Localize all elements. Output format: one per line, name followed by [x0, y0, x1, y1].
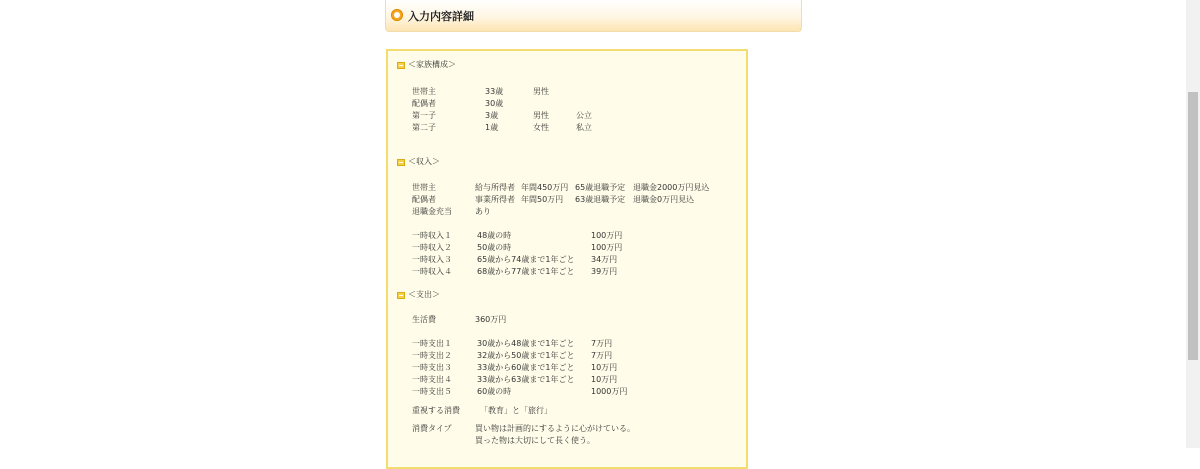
priority-value: 「教育」と「旅行」: [480, 406, 552, 415]
income-cell: 給与所得者: [475, 183, 515, 192]
temp-income-cell: 100万円: [591, 231, 623, 240]
income-cell: 65歳退職予定: [575, 183, 626, 192]
consumption-type-label: 消費タイプ: [412, 424, 452, 433]
income-cell: 事業所得者: [475, 195, 515, 204]
temp-expense-cell: 一時支出４: [412, 375, 452, 384]
family-cell: 第一子: [412, 111, 436, 120]
income-cell: 配偶者: [412, 195, 436, 204]
vertical-scrollbar[interactable]: [1186, 0, 1200, 448]
temp-income-cell: 34万円: [591, 255, 618, 264]
section-marker-icon: [397, 292, 405, 299]
income-section-title: ＜収入＞: [408, 157, 440, 166]
priority-label: 重視する消費: [412, 406, 460, 415]
temp-expense-cell: 10万円: [591, 375, 618, 384]
living-cost-label: 生活費: [412, 315, 436, 324]
income-cell: 年間50万円: [521, 195, 564, 204]
temp-income-cell: 48歳の時: [477, 231, 512, 240]
temp-income-cell: 65歳から74歳まで1年ごと: [477, 255, 575, 264]
temp-expense-cell: 一時支出１: [412, 339, 452, 348]
income-cell: 年間450万円: [521, 183, 569, 192]
family-cell: 第二子: [412, 123, 436, 132]
income-cell: 退職金0万円見込: [633, 195, 695, 204]
temp-expense-cell: 7万円: [591, 351, 613, 360]
temp-income-cell: 100万円: [591, 243, 623, 252]
family-cell: 男性: [533, 87, 549, 96]
circle-bullet-icon: [391, 9, 403, 21]
scrollbar-thumb[interactable]: [1188, 92, 1198, 360]
temp-expense-cell: 一時支出３: [412, 363, 452, 372]
temp-income-cell: 一時収入３: [412, 255, 452, 264]
income-cell: 63歳退職予定: [575, 195, 626, 204]
temp-expense-cell: 7万円: [591, 339, 613, 348]
temp-income-cell: 一時収入４: [412, 267, 452, 276]
temp-expense-cell: 33歳から60歳まで1年ごと: [477, 363, 575, 372]
consumption-type-line: 買い物は計画的にするように心がけている。: [475, 424, 635, 433]
income-cell: 退職金充当: [412, 207, 452, 216]
family-cell: 世帯主: [412, 87, 436, 96]
section-header: [385, 0, 802, 32]
section-marker-icon: [397, 62, 405, 69]
temp-income-cell: 50歳の時: [477, 243, 512, 252]
family-cell: 配偶者: [412, 99, 436, 108]
temp-income-cell: 一時収入２: [412, 243, 452, 252]
temp-expense-cell: 32歳から50歳まで1年ごと: [477, 351, 575, 360]
temp-expense-cell: 30歳から48歳まで1年ごと: [477, 339, 575, 348]
family-cell: 男性: [533, 111, 549, 120]
temp-income-cell: 68歳から77歳まで1年ごと: [477, 267, 575, 276]
family-cell: 私立: [576, 123, 592, 132]
family-cell: 女性: [533, 123, 549, 132]
income-cell: あり: [475, 207, 491, 216]
temp-income-cell: 39万円: [591, 267, 618, 276]
temp-expense-cell: 60歳の時: [477, 387, 512, 396]
family-section-title: ＜家族構成＞: [408, 60, 456, 69]
temp-income-cell: 一時収入１: [412, 231, 452, 240]
family-cell: 33歳: [485, 87, 504, 96]
family-cell: 公立: [576, 111, 592, 120]
expense-section-title: ＜支出＞: [408, 290, 440, 299]
section-marker-icon: [397, 159, 405, 166]
family-cell: 1歳: [485, 123, 499, 132]
consumption-type-line: 買った物は大切にして長く使う。: [475, 436, 595, 445]
details-panel: [386, 49, 748, 469]
page-title: 入力内容詳細: [408, 10, 474, 23]
temp-expense-cell: 1000万円: [591, 387, 628, 396]
temp-expense-cell: 一時支出２: [412, 351, 452, 360]
income-cell: 退職金2000万円見込: [633, 183, 710, 192]
temp-expense-cell: 10万円: [591, 363, 618, 372]
income-cell: 世帯主: [412, 183, 436, 192]
family-cell: 3歳: [485, 111, 499, 120]
family-cell: 30歳: [485, 99, 504, 108]
temp-expense-cell: 一時支出５: [412, 387, 452, 396]
living-cost-value: 360万円: [475, 315, 507, 324]
temp-expense-cell: 33歳から63歳まで1年ごと: [477, 375, 575, 384]
